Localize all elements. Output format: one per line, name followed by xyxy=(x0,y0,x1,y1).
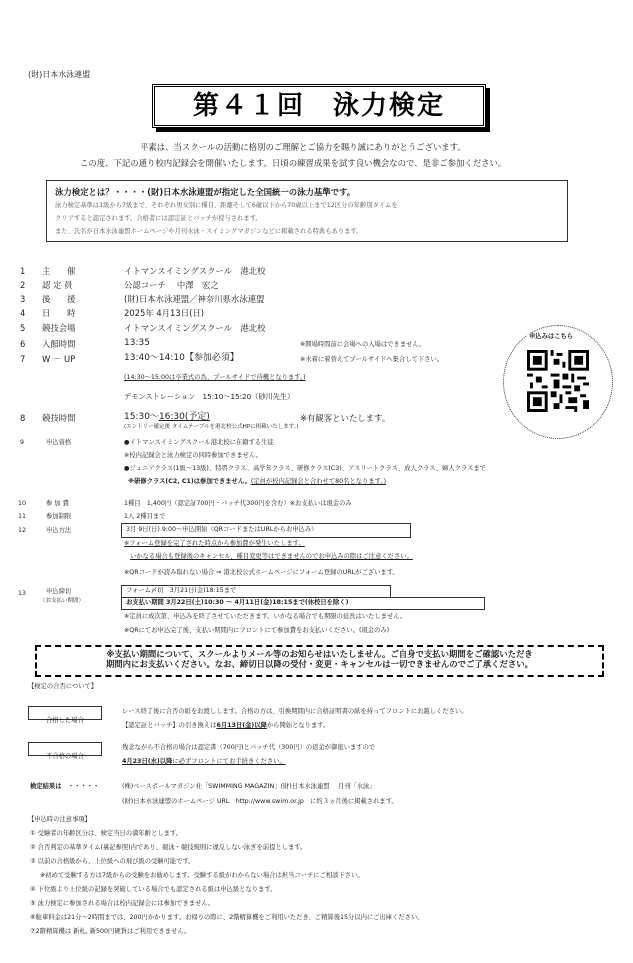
item-number: 5 xyxy=(20,323,26,333)
method-note: ※QRコードが読み取れない場合 ⇒ 港北校公式ホームページにフォーム登録のURLがございます。 xyxy=(124,569,399,576)
info-line: また、氏名が日本水泳連盟ホームページや月刊水泳・スイミングマガジンなどに掲載される特典もあります。 xyxy=(55,228,363,235)
info-heading: 泳力検定とは？・・・・(財)日本水泳連盟が指定した全国統一の泳力基準です。 xyxy=(55,187,356,197)
wup-subnote: (14:30～15:00は卒業式の為、プールサイドで待機となります。) xyxy=(124,374,306,381)
eligibility-line: ●イトマンスイミングスクール港北校に在籍する生徒 xyxy=(124,439,274,446)
payment-period-text: お支払い期間 3月22日(土)10:30 ～ 4月11日(金)18:15まで(休校日を除く) xyxy=(126,599,349,606)
eligibility-line: ●ジュニアクラス(1級～13級)、特習クラス、高学年クラス、研修クラス(C3)、アスリートクラス、成人クラス、婦人クラスまで xyxy=(124,465,486,472)
notice-line: ※支払い期間について、スクールよりメール等のお知らせはいたしません。ご自身で支払い期間をご確認いただき xyxy=(106,649,533,659)
results-heading: 【検定の合否について】 xyxy=(28,683,98,690)
caution-item: ⑥駐車料金は21分～2時間までは、200円かかります。お帰りの際に、2階精算機をご利用いただき、ご精算後15分以内にご出庫ください。 xyxy=(30,914,424,921)
caution-item: ④ 下位級より上位級の記録を突破している場合でも認定される級は申込級となります。 xyxy=(30,886,277,893)
item-number: 8 xyxy=(20,413,26,423)
payment-notice-box xyxy=(35,645,604,677)
pass-line: レース終了後に合否の紙をお渡しします。合格の方は、引換期間内に合格証明書の紙を持ってフロントにお越しください。 xyxy=(122,708,468,715)
caution-item: ⑦2階精算機は 新札, 新500円硬貨はご利用できません。 xyxy=(30,928,191,935)
intro-line-2: この度、下記の通り校内記録会を開催いたします。日頃の練習成果を試す良い機会なので、是非ご参加ください。 xyxy=(80,158,507,168)
fail-label-box xyxy=(28,742,102,760)
method-note: ※フォーム登録を完了された時点から参加費が発生いたします。 xyxy=(124,540,305,547)
item-value: (財)日本水泳連盟／神奈川県水泳連盟 xyxy=(124,294,265,304)
item-label: 日 時 xyxy=(42,308,76,318)
info-line: クリアすると認定されます。合格者には認定証とバッチが授与されます。 xyxy=(55,215,262,222)
payment-period-box xyxy=(121,597,485,610)
item-label: 参加制限 xyxy=(46,513,72,520)
item-number: 2 xyxy=(20,280,26,290)
pass-label: 合格した場合 xyxy=(46,717,84,724)
item-label: 後 援 xyxy=(42,294,76,304)
results-pub-line: (財)日本水泳連盟のホームページ URL http://www.swim.or.jp に約３ヵ月後に掲載されます。 xyxy=(122,798,398,805)
item-note: ※水着に着替えてプールサイドへ集合して下さい。 xyxy=(300,356,444,363)
application-start-text: 3月 9日(日) 9:00～申込開始（QRコードまたはURLからお申込み） xyxy=(126,526,318,533)
item-label: W － UP xyxy=(42,354,76,364)
item-note: ※有観客といたします。 xyxy=(300,413,391,423)
info-line: 泳力検定基準は1級から7級まで、それぞれ男女別に種目、距離そして6歳以下から70歳以上まで12区分の年齢別タイムを xyxy=(55,202,398,209)
eligibility-line: ※校内記録会と泳力検定の同時参加できません。 xyxy=(124,452,262,459)
item-value: 2025年 4月13日(日) xyxy=(124,308,204,318)
item-number: 7 xyxy=(20,354,26,364)
item-label: 主 催 xyxy=(42,266,76,276)
item-label: 参 加 費 xyxy=(46,500,69,507)
item-note: ※開場時間前に会場への入場はできません。 xyxy=(300,341,426,348)
results-pub-line: (株)ベースボールマガジン社「SWIMMING MAGAZIN」(財)日本水泳連盟 月刊「水泳」 xyxy=(122,783,376,790)
pass-label-box xyxy=(28,706,102,724)
qr-code-icon[interactable] xyxy=(527,350,589,412)
item-subnote: (エントリー確定後 タイムテーブルを港北校公式HPに掲載いたします。) xyxy=(124,424,299,430)
caution-item: ⑤ 泳力検定に参加される場合は校内記録会には参加できません。 xyxy=(30,900,215,907)
item-number: 1 xyxy=(20,266,26,276)
item-label: 申込方法 xyxy=(46,527,72,534)
caution-item: ③ 以前の合格級から、上位級への飛び級の受験可能です。 xyxy=(30,858,195,865)
item-label: 競技時間 xyxy=(42,413,76,423)
caution-item: ② 合否判定の基準タイム(裏記参照)内であり、競泳・競技規則に違反しない泳ぎを前提とします。 xyxy=(30,844,307,851)
item-number: 10 xyxy=(18,500,27,507)
title-box xyxy=(152,84,486,128)
fail-line: 残念ながら不合格の場合は認定書（700円)とバッチ代（300円）の返金が御座いますので xyxy=(122,744,376,751)
qr-label: 申込みはこちら xyxy=(529,333,574,340)
eligibility-line: ※研修クラス(C2, C1)は参加できません。(定員が校内記録会と合わせて80名となります。) xyxy=(128,478,387,485)
item-number: 3 xyxy=(20,294,26,304)
item-number: 4 xyxy=(20,308,26,318)
item-number: 11 xyxy=(18,513,27,520)
demo-line: デモンストレーション 15:10～15:20（砂川先生） xyxy=(124,392,295,401)
item-label: 申込資格 xyxy=(46,439,72,446)
item-value: 13:35 xyxy=(124,338,150,348)
intro-line-1: 平素は、当スクールの活動に格別のご理解とご協力を賜り誠にありがとうございます。 xyxy=(140,142,466,152)
deadline-note: ※定員に成次第、申込みを終了させていただきます。いかなる場合でも期限の延長はいたしません。 xyxy=(124,613,407,620)
item-label: 入館時間 xyxy=(42,339,76,349)
info-box xyxy=(46,180,568,242)
item-number: 13 xyxy=(18,590,27,597)
item-value: 公認コーチ 中澤 宏之 xyxy=(124,280,219,290)
method-note: いかなる場合も登録後のキャンセル、種目変更等はできませんのでお申込みの際はご注意ください。 xyxy=(130,553,413,560)
item-value: イトマンスイミングスクール 港北校 xyxy=(124,323,266,333)
item-label: 認 定 員 xyxy=(42,280,73,290)
pass-line: 【認定証とバッチ】の引き換えは6月13日(金)以降から開始となります。 xyxy=(122,722,330,729)
caution-item: ※初めて受験する方は7級からの受験をお勧めします。受験する級がわからない場合は担当コーチにご相談下さい。 xyxy=(40,872,364,879)
deadline-text: フォーム〆切 3月21日(金)18:15まで xyxy=(126,587,237,594)
item-label-sub: （お支払い期間） xyxy=(40,598,85,604)
fail-line: 4月23日(水)以降に必ずフロントにてお手続きください。 xyxy=(122,758,286,765)
page-title: 第４１回 泳力検定 xyxy=(192,91,445,121)
item-label: 競技会場 xyxy=(42,323,76,333)
item-number: 12 xyxy=(18,527,27,534)
item-value: 15:30～16:30(予定) xyxy=(124,412,210,422)
item-label: 申込締切 xyxy=(46,588,72,595)
results-pub-label: 検定結果は ・・・・・ xyxy=(30,783,100,790)
deadline-note: ※QRにてお申込完了後、支払い期間内にフロントにて参加費をお支払いください。(現金のみ) xyxy=(124,627,390,634)
item-value: 1人 2種目まで xyxy=(124,513,166,520)
organization-name: (財)日本水泳連盟 xyxy=(28,70,91,79)
item-number: 6 xyxy=(20,339,26,349)
cautions-heading: 【申込時の注意事項】 xyxy=(28,816,91,823)
fail-label: 不合格の場合 xyxy=(46,753,84,760)
item-value: 1種目 1,400円（認定証700円・バッチ代300円を含む）※お支払いは現金のみ xyxy=(124,500,352,507)
application-start-box xyxy=(121,523,411,538)
caution-item: ① 受験者の年齢区分は、検定当日の満年齢とします。 xyxy=(30,830,182,837)
item-value: イトマンスイミングスクール 港北校 xyxy=(124,266,266,276)
notice-line: 期間内にお支払いください。なお、締切日以降の受付・変更・キャンセルは一切できませんのでご了承ください。 xyxy=(105,659,534,669)
item-number: 9 xyxy=(20,439,25,446)
item-value: 13:40～14:10【参加必須】 xyxy=(124,353,239,363)
